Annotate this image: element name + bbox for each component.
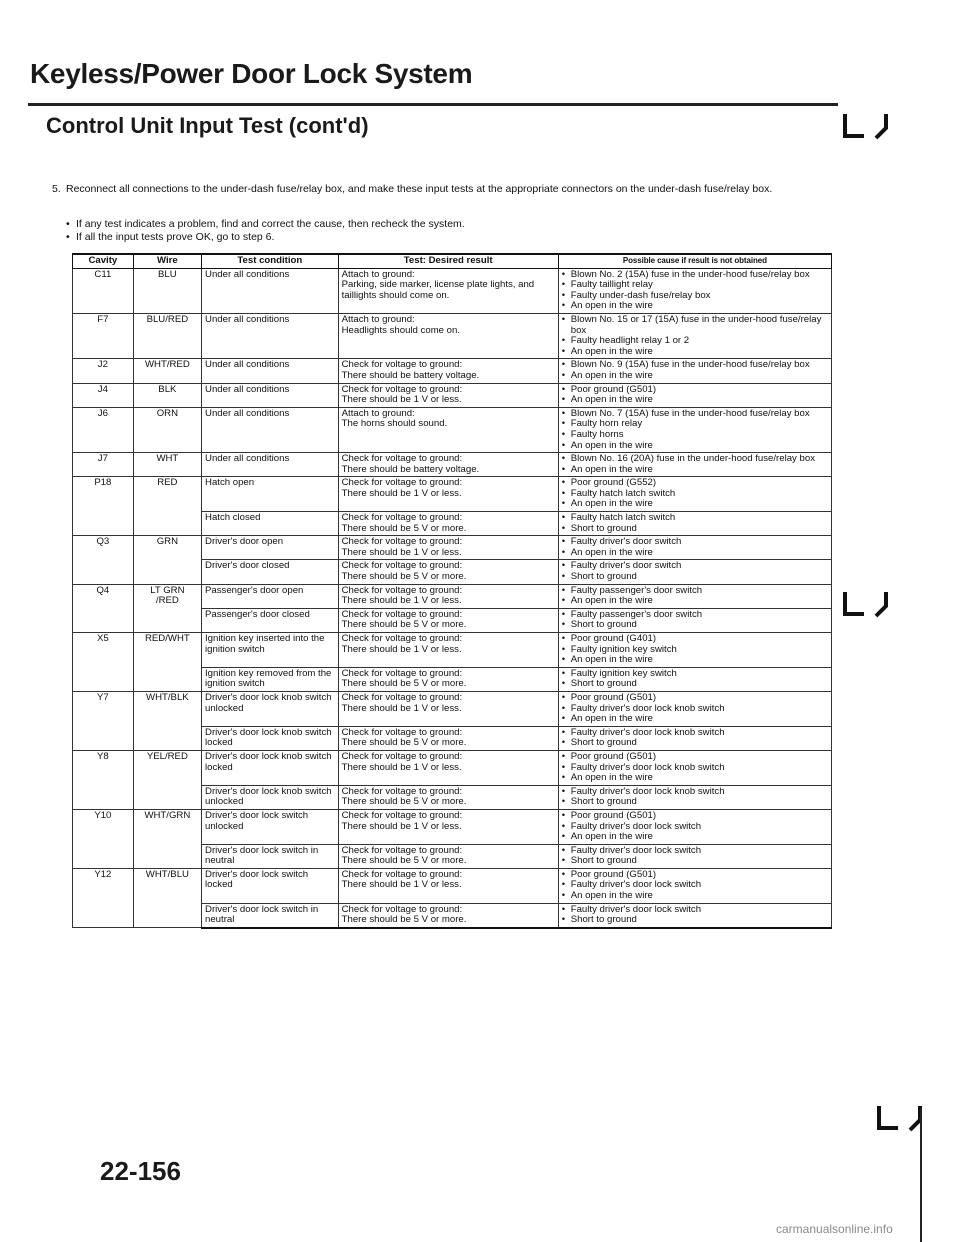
col-header-cavity: Cavity bbox=[73, 254, 134, 268]
cause-cell bbox=[558, 785, 831, 809]
result-cell bbox=[338, 667, 558, 691]
cause-item: • Short to ground bbox=[562, 738, 828, 749]
condition-cell: Under all conditions bbox=[202, 359, 339, 383]
cause-item: • An open in the wire bbox=[562, 773, 828, 784]
cause-item: • An open in the wire bbox=[562, 832, 828, 843]
cause-item: • Faulty ignition key switch bbox=[562, 645, 828, 656]
cause-list bbox=[562, 513, 828, 534]
section-subtitle: Control Unit Input Test (cont'd) bbox=[46, 113, 369, 138]
condition-cell: Driver's door lock knob switch unlocked bbox=[202, 785, 339, 809]
result-text: Check for voltage to ground: There should be 5 V or more. bbox=[341, 844, 467, 867]
cause-item: • Short to ground bbox=[562, 524, 828, 535]
result-cell bbox=[338, 536, 558, 560]
table-header-row bbox=[73, 254, 832, 268]
cause-item: • Blown No. 15 or 17 (15A) fuse in the under-hood fuse/relay box bbox=[562, 315, 828, 336]
cause-item: • Faulty hatch latch switch bbox=[562, 489, 828, 500]
wire-color: WHT/GRN bbox=[144, 809, 191, 821]
wire-cell bbox=[133, 750, 201, 809]
page-number: 22-156 bbox=[100, 1156, 181, 1186]
cavity-cell: Q4 bbox=[73, 584, 134, 632]
condition-cell: Driver's door closed bbox=[202, 560, 339, 584]
wire-cell bbox=[133, 268, 201, 313]
cause-cell bbox=[558, 726, 831, 750]
page-title: Keyless/Power Door Lock System bbox=[30, 58, 473, 89]
table-row bbox=[73, 359, 832, 383]
table-row bbox=[73, 268, 832, 313]
cause-cell bbox=[558, 809, 831, 844]
cause-list bbox=[562, 478, 828, 510]
condition-cell: Under all conditions bbox=[202, 453, 339, 477]
cause-list bbox=[562, 752, 828, 784]
col-header-cause: Possible cause if result is not obtained bbox=[558, 254, 831, 268]
wire-color: LT GRN /RED bbox=[150, 584, 185, 607]
cause-item: • Faulty passenger's door switch bbox=[562, 586, 828, 597]
cause-list bbox=[562, 537, 828, 558]
wire-color: RED/WHT bbox=[144, 633, 190, 644]
cavity-cell: Y8 bbox=[73, 750, 134, 809]
result-text: Check for voltage to ground: There should be 5 V or more. bbox=[341, 726, 467, 749]
cause-list bbox=[562, 870, 828, 902]
cause-cell bbox=[558, 903, 831, 928]
condition-cell: Driver's door lock knob switch locked bbox=[202, 726, 339, 750]
result-text: Check for voltage to ground: There should be 5 V or more. bbox=[341, 608, 467, 631]
wire-cell bbox=[133, 383, 201, 407]
cause-list bbox=[562, 610, 828, 631]
wire-color: WHT bbox=[156, 453, 179, 465]
cause-item: • Poor ground (G501) bbox=[562, 811, 828, 822]
cavity-cell: J4 bbox=[73, 383, 134, 407]
note-item: • If any test indicates a problem, find and correct the cause, then recheck the system. bbox=[66, 218, 465, 231]
wire-cell bbox=[133, 536, 201, 584]
wire-color: YEL/RED bbox=[146, 750, 188, 762]
cause-item: • An open in the wire bbox=[562, 465, 828, 476]
title-rule bbox=[28, 103, 838, 106]
cause-item: • Blown No. 16 (20A) fuse in the under-hood fuse/relay box bbox=[562, 454, 828, 465]
cause-cell bbox=[558, 407, 831, 452]
cause-cell bbox=[558, 560, 831, 584]
cavity-cell: J6 bbox=[73, 407, 134, 452]
result-text: Check for voltage to ground: There should be 1 V or less. bbox=[341, 633, 463, 655]
result-cell bbox=[338, 785, 558, 809]
cause-item: • Blown No. 7 (15A) fuse in the under-hood fuse/relay box bbox=[562, 409, 828, 420]
result-text: Attach to ground: Headlights should come on. bbox=[341, 313, 461, 336]
wire-cell bbox=[133, 477, 201, 536]
notes-list bbox=[66, 218, 465, 243]
cause-item: • Blown No. 9 (15A) fuse in the under-hood fuse/relay box bbox=[562, 360, 828, 371]
cause-item: • Poor ground (G552) bbox=[562, 478, 828, 489]
result-text: Check for voltage to ground: There should be 1 V or less. bbox=[341, 691, 463, 714]
cause-item: • Short to ground bbox=[562, 572, 828, 583]
result-text: Check for voltage to ground: There should be 1 V or less. bbox=[341, 809, 463, 832]
wire-cell bbox=[133, 809, 201, 868]
cavity-cell: F7 bbox=[73, 313, 134, 358]
condition-cell: Under all conditions bbox=[202, 383, 339, 407]
table-row bbox=[73, 691, 832, 726]
cause-list bbox=[562, 728, 828, 749]
result-text: Attach to ground: Parking, side marker, license plate lights, and taillights should come on. bbox=[341, 268, 535, 301]
wire-color: GRN bbox=[156, 536, 179, 548]
wire-color: BLK bbox=[158, 383, 177, 395]
cause-cell bbox=[558, 359, 831, 383]
result-text: Check for voltage to ground: There should be 5 V or more. bbox=[341, 512, 467, 534]
wire-color: WHT/BLK bbox=[146, 691, 189, 703]
cause-item: • Faulty driver's door lock switch bbox=[562, 846, 828, 857]
result-cell bbox=[338, 691, 558, 726]
cause-item: • Faulty driver's door switch bbox=[562, 537, 828, 548]
cause-item: • Short to ground bbox=[562, 797, 828, 808]
condition-cell: Hatch closed bbox=[202, 512, 339, 536]
cause-list bbox=[562, 905, 828, 926]
condition-cell: Ignition key inserted into the ignition switch bbox=[202, 633, 339, 668]
condition-cell: Passenger's door open bbox=[202, 584, 339, 608]
cause-list bbox=[562, 693, 828, 725]
result-cell bbox=[338, 844, 558, 868]
table-row bbox=[73, 477, 832, 512]
condition-cell: Under all conditions bbox=[202, 268, 339, 313]
cause-cell bbox=[558, 750, 831, 785]
cause-list bbox=[562, 561, 828, 582]
wire-color: WHT/BLU bbox=[145, 868, 189, 880]
cause-list bbox=[562, 669, 828, 690]
input-test-table bbox=[72, 253, 832, 929]
table-row bbox=[73, 383, 832, 407]
result-cell bbox=[338, 512, 558, 536]
wire-color: BLU/RED bbox=[146, 313, 189, 325]
table-row bbox=[73, 868, 832, 903]
wire-cell bbox=[133, 313, 201, 358]
cause-cell bbox=[558, 512, 831, 536]
step-number: 5. bbox=[52, 183, 61, 195]
result-text: Check for voltage to ground: There should be 1 V or less. bbox=[341, 868, 463, 891]
cause-item: • Faulty under-dash fuse/relay box bbox=[562, 291, 828, 302]
cause-cell bbox=[558, 453, 831, 477]
cause-item: • Faulty driver's door lock knob switch bbox=[562, 704, 828, 715]
condition-cell: Driver's door lock switch locked bbox=[202, 868, 339, 903]
result-text: Attach to ground: The horns should sound. bbox=[341, 407, 448, 430]
cause-item: • Faulty hatch latch switch bbox=[562, 513, 828, 524]
condition-cell: Under all conditions bbox=[202, 407, 339, 452]
result-cell bbox=[338, 477, 558, 512]
cause-item: • Faulty taillight relay bbox=[562, 280, 828, 291]
cause-list bbox=[562, 586, 828, 607]
cause-item: • Faulty horns bbox=[562, 430, 828, 441]
cause-item: • Faulty driver's door lock knob switch bbox=[562, 728, 828, 739]
result-cell bbox=[338, 726, 558, 750]
cause-item: • Short to ground bbox=[562, 679, 828, 690]
cause-item: • Short to ground bbox=[562, 856, 828, 867]
cause-item: • Faulty driver's door switch bbox=[562, 561, 828, 572]
result-text: Check for voltage to ground: There should be 1 V or less. bbox=[341, 584, 463, 607]
cause-item: • An open in the wire bbox=[562, 347, 828, 358]
condition-cell: Hatch open bbox=[202, 477, 339, 512]
cause-item: • An open in the wire bbox=[562, 891, 828, 902]
cause-cell bbox=[558, 313, 831, 358]
cavity-cell: Y10 bbox=[73, 809, 134, 868]
corner-mark-icon bbox=[842, 112, 894, 142]
cause-item: • Poor ground (G401) bbox=[562, 634, 828, 645]
cavity-cell: C11 bbox=[73, 268, 134, 313]
table-row bbox=[73, 633, 832, 668]
result-cell bbox=[338, 903, 558, 928]
wire-cell bbox=[133, 633, 201, 692]
result-cell bbox=[338, 560, 558, 584]
result-cell bbox=[338, 359, 558, 383]
cause-item: • An open in the wire bbox=[562, 499, 828, 510]
result-cell bbox=[338, 268, 558, 313]
table-row bbox=[73, 809, 832, 844]
condition-cell: Driver's door lock switch in neutral bbox=[202, 844, 339, 868]
cause-item: • Faulty driver's door lock switch bbox=[562, 822, 828, 833]
table-row bbox=[73, 536, 832, 560]
result-cell bbox=[338, 750, 558, 785]
cause-item: • Short to ground bbox=[562, 915, 828, 926]
step-text: Reconnect all connections to the under-dash fuse/relay box, and make these input tests at the appropriate connectors on the under-dash fuse/relay box. bbox=[66, 183, 773, 195]
wire-cell bbox=[133, 359, 201, 383]
wire-color: WHT/RED bbox=[144, 359, 190, 371]
result-cell bbox=[338, 584, 558, 608]
step-instruction bbox=[52, 183, 842, 196]
result-text: Check for voltage to ground: There should be 1 V or less. bbox=[341, 383, 463, 406]
cause-list bbox=[562, 315, 828, 357]
cause-item: • Faulty driver's door lock switch bbox=[562, 905, 828, 916]
cause-item: • An open in the wire bbox=[562, 548, 828, 559]
cavity-cell: Y7 bbox=[73, 691, 134, 750]
cause-item: • An open in the wire bbox=[562, 371, 828, 382]
cause-cell bbox=[558, 268, 831, 313]
cause-item: • Short to ground bbox=[562, 620, 828, 631]
cavity-cell: J2 bbox=[73, 359, 134, 383]
condition-cell: Driver's door lock knob switch unlocked bbox=[202, 691, 339, 726]
cause-item: • Faulty ignition key switch bbox=[562, 669, 828, 680]
result-cell bbox=[338, 313, 558, 358]
cause-item: • An open in the wire bbox=[562, 441, 828, 452]
cause-list bbox=[562, 454, 828, 475]
cause-item: • An open in the wire bbox=[562, 596, 828, 607]
cause-item: • Faulty driver's door lock switch bbox=[562, 880, 828, 891]
cause-item: • Faulty headlight relay 1 or 2 bbox=[562, 336, 828, 347]
cause-list bbox=[562, 360, 828, 381]
cause-item: • Poor ground (G501) bbox=[562, 693, 828, 704]
cause-cell bbox=[558, 477, 831, 512]
result-cell bbox=[338, 453, 558, 477]
cause-list bbox=[562, 634, 828, 666]
result-text: Check for voltage to ground: There should be battery voltage. bbox=[341, 453, 480, 475]
watermark: carmanualsonline.info bbox=[776, 1222, 893, 1236]
cause-item: • Faulty driver's door lock knob switch bbox=[562, 763, 828, 774]
cause-list bbox=[562, 811, 828, 843]
cause-item: • Poor ground (G501) bbox=[562, 870, 828, 881]
cause-item: • Faulty passenger's door switch bbox=[562, 610, 828, 621]
wire-cell bbox=[133, 584, 201, 632]
cause-item: • Faulty driver's door lock knob switch bbox=[562, 787, 828, 798]
result-text: Check for voltage to ground: There should be battery voltage. bbox=[341, 359, 480, 381]
wire-cell bbox=[133, 691, 201, 750]
cause-cell bbox=[558, 868, 831, 903]
corner-mark-icon bbox=[842, 590, 894, 620]
result-text: Check for voltage to ground: There should be 5 V or more. bbox=[341, 667, 467, 690]
result-cell bbox=[338, 407, 558, 452]
table-body bbox=[73, 268, 832, 928]
condition-cell: Under all conditions bbox=[202, 313, 339, 358]
result-cell bbox=[338, 383, 558, 407]
cavity-cell: X5 bbox=[73, 633, 134, 692]
note-item: • If all the input tests prove OK, go to step 6. bbox=[66, 231, 465, 244]
cause-cell bbox=[558, 608, 831, 632]
result-text: Check for voltage to ground: There should be 5 V or more. bbox=[341, 785, 467, 808]
cause-list bbox=[562, 385, 828, 406]
cause-cell bbox=[558, 633, 831, 668]
wire-cell bbox=[133, 868, 201, 927]
col-header-condition: Test condition bbox=[202, 254, 339, 268]
cause-cell bbox=[558, 584, 831, 608]
table-row bbox=[73, 584, 832, 608]
result-text: Check for voltage to ground: There should be 5 V or more. bbox=[341, 903, 467, 926]
result-text: Check for voltage to ground: There should be 1 V or less. bbox=[341, 750, 463, 773]
result-cell bbox=[338, 868, 558, 903]
cause-item: • Faulty horn relay bbox=[562, 419, 828, 430]
table-row bbox=[73, 407, 832, 452]
cause-item: • Poor ground (G501) bbox=[562, 752, 828, 763]
col-header-result: Test: Desired result bbox=[338, 254, 558, 268]
cause-list bbox=[562, 409, 828, 451]
cause-cell bbox=[558, 844, 831, 868]
wire-color: RED bbox=[157, 477, 178, 489]
table-row bbox=[73, 313, 832, 358]
cause-item: • Poor ground (G501) bbox=[562, 385, 828, 396]
cause-cell bbox=[558, 536, 831, 560]
result-text: Check for voltage to ground: There should be 5 V or more. bbox=[341, 560, 467, 583]
margin-line bbox=[920, 1108, 922, 1242]
table-row bbox=[73, 750, 832, 785]
cause-cell bbox=[558, 691, 831, 726]
wire-color: ORN bbox=[156, 407, 179, 419]
condition-cell: Passenger's door closed bbox=[202, 608, 339, 632]
col-header-wire: Wire bbox=[133, 254, 201, 268]
cause-list bbox=[562, 846, 828, 867]
cavity-cell: Q3 bbox=[73, 536, 134, 584]
condition-cell: Driver's door open bbox=[202, 536, 339, 560]
cavity-cell: J7 bbox=[73, 453, 134, 477]
result-cell bbox=[338, 809, 558, 844]
table-row bbox=[73, 453, 832, 477]
cause-item: • Blown No. 2 (15A) fuse in the under-hood fuse/relay box bbox=[562, 270, 828, 281]
wire-color: BLU bbox=[158, 268, 177, 280]
cause-list bbox=[562, 787, 828, 808]
wire-cell bbox=[133, 407, 201, 452]
result-text: Check for voltage to ground: There should be 1 V or less. bbox=[341, 536, 463, 558]
result-text: Check for voltage to ground: There should be 1 V or less. bbox=[341, 477, 463, 499]
cavity-cell: Y12 bbox=[73, 868, 134, 927]
cause-item: • An open in the wire bbox=[562, 395, 828, 406]
condition-cell: Ignition key removed from the ignition switch bbox=[202, 667, 339, 691]
cause-item: • An open in the wire bbox=[562, 301, 828, 312]
cause-cell bbox=[558, 383, 831, 407]
condition-cell: Driver's door lock knob switch locked bbox=[202, 750, 339, 785]
result-cell bbox=[338, 608, 558, 632]
cavity-cell: P18 bbox=[73, 477, 134, 536]
condition-cell: Driver's door lock switch unlocked bbox=[202, 809, 339, 844]
cause-list bbox=[562, 270, 828, 312]
wire-cell bbox=[133, 453, 201, 477]
result-cell bbox=[338, 633, 558, 668]
cause-cell bbox=[558, 667, 831, 691]
cause-item: • An open in the wire bbox=[562, 655, 828, 666]
condition-cell: Driver's door lock switch in neutral bbox=[202, 903, 339, 928]
cause-item: • An open in the wire bbox=[562, 714, 828, 725]
